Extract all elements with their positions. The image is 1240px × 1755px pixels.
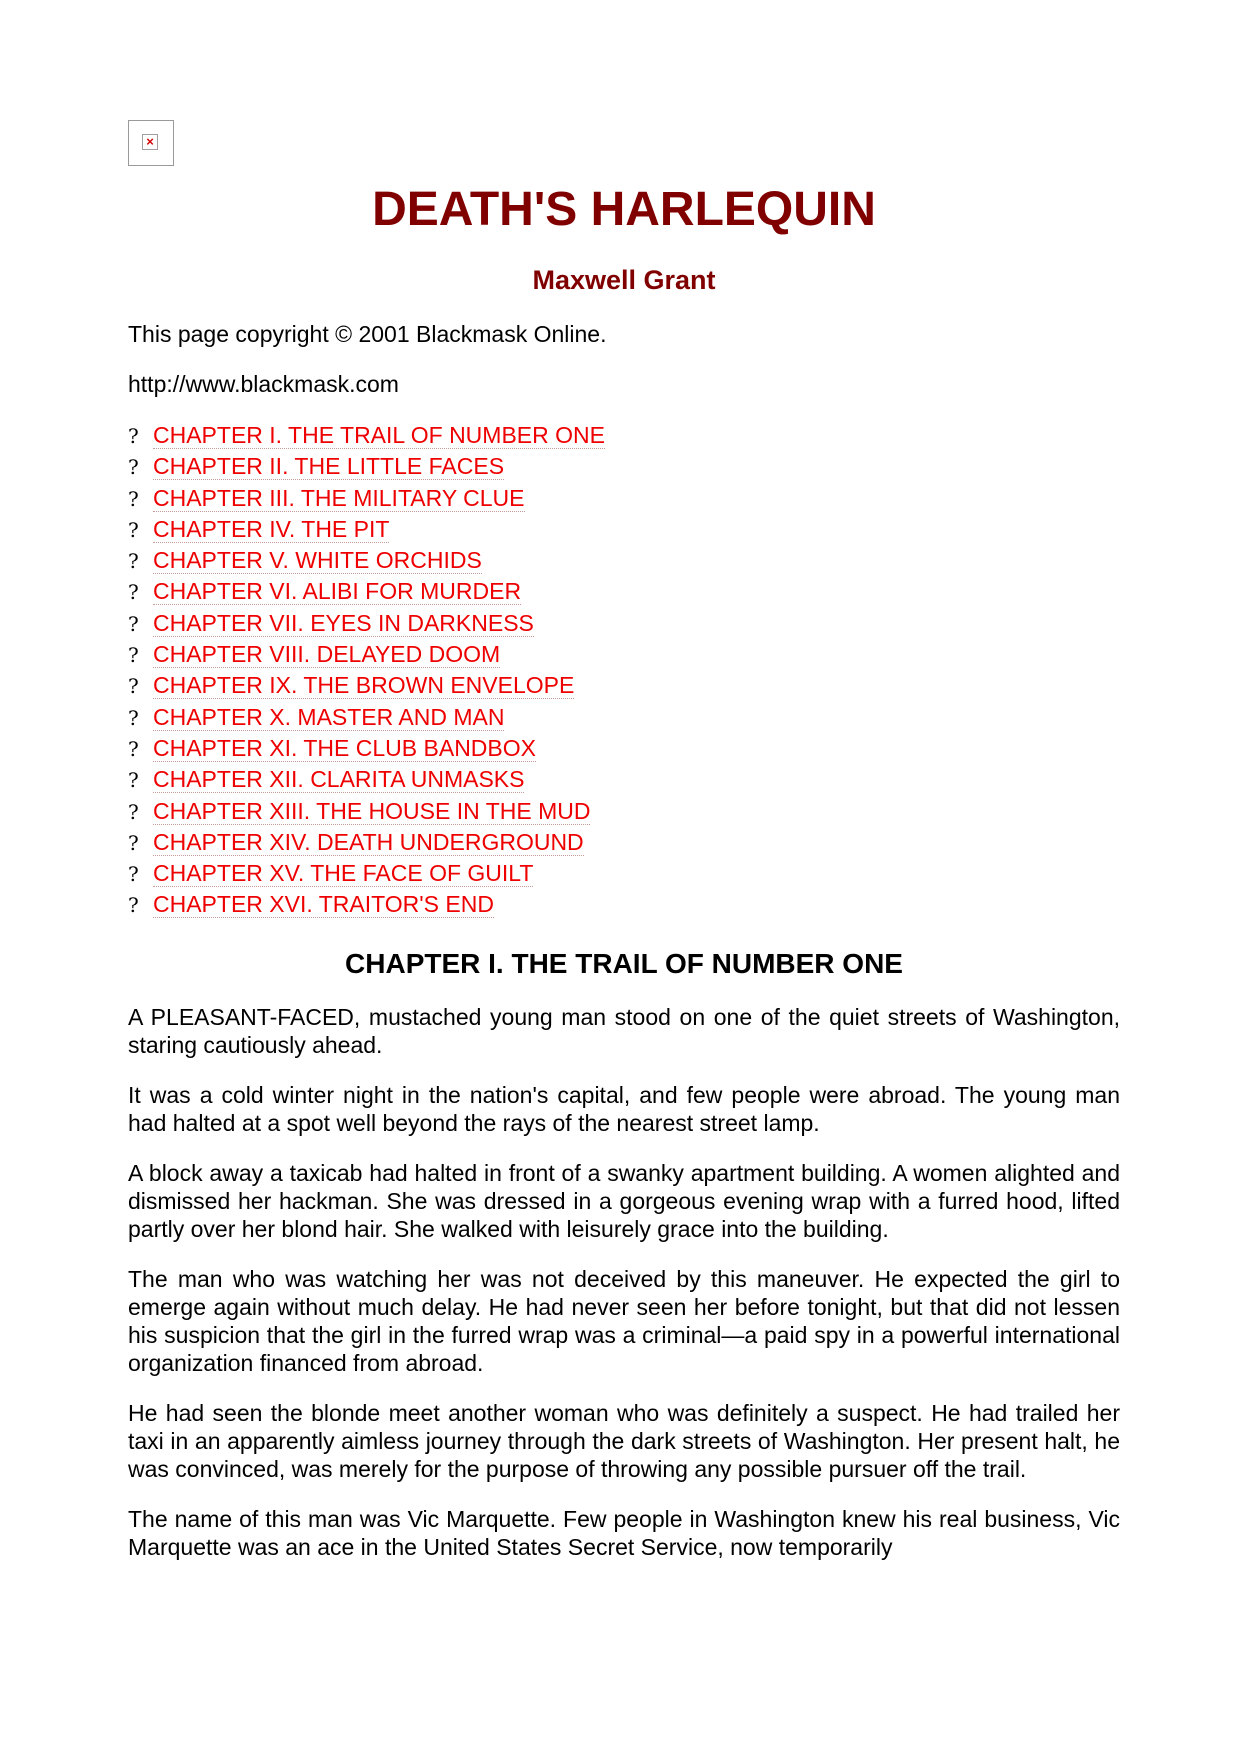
toc-link-chapter-6[interactable]: CHAPTER VI. ALIBI FOR MURDER xyxy=(153,578,522,605)
book-title: DEATH'S HARLEQUIN xyxy=(372,183,876,236)
paragraph: The man who was watching her was not deceived by this maneuver. He expected the girl to emerge again without much delay. He had never seen her before tonight, but that did not lessen his suspicion that the girl in the furred wrap was a criminal—a paid spy in a powerful international organization financed from abroad. xyxy=(128,1265,1120,1376)
toc-item xyxy=(128,483,1120,514)
bullet-glyph: ? xyxy=(128,517,139,542)
toc-item xyxy=(128,702,1120,733)
toc-link-chapter-9[interactable]: CHAPTER IX. THE BROWN ENVELOPE xyxy=(153,672,575,699)
bullet-glyph: ? xyxy=(128,486,139,511)
bullet-glyph: ? xyxy=(128,549,139,574)
paragraph: He had seen the blonde meet another woman who was definitely a suspect. He had trailed her taxi in an apparently aimless journey through the dark streets of Washington. Her present halt, he was convinced, was merely for the purpose of throwing any possible pursuer off the trail. xyxy=(128,1399,1120,1482)
toc-link-chapter-1[interactable]: CHAPTER I. THE TRAIL OF NUMBER ONE xyxy=(153,422,605,448)
red-x-icon: × xyxy=(142,134,158,150)
book-author: Maxwell Grant xyxy=(532,265,716,295)
table-of-contents xyxy=(128,420,1120,921)
bullet-glyph: ? xyxy=(128,674,139,699)
toc-item xyxy=(128,639,1120,670)
toc-item xyxy=(128,608,1120,639)
toc-link-chapter-5[interactable]: CHAPTER V. WHITE ORCHIDS xyxy=(153,547,482,574)
toc-item xyxy=(128,420,1120,451)
chapter-heading: CHAPTER I. THE TRAIL OF NUMBER ONE xyxy=(345,947,903,979)
chapter-body xyxy=(128,1003,1120,1561)
toc-item xyxy=(128,733,1120,764)
bullet-glyph: ? xyxy=(128,705,139,730)
paragraph: It was a cold winter night in the nation's capital, and few people were abroad. The young man had halted at a spot well beyond the rays of the nearest street lamp. xyxy=(128,1081,1120,1136)
bullet-glyph: ? xyxy=(128,799,139,824)
toc-link-chapter-8[interactable]: CHAPTER VIII. DELAYED DOOM xyxy=(153,641,501,668)
bullet-glyph: ? xyxy=(128,768,139,793)
toc-item xyxy=(128,514,1120,545)
bullet-glyph: ? xyxy=(128,736,139,761)
bullet-glyph: ? xyxy=(128,862,139,887)
paragraph: The name of this man was Vic Marquette. Few people in Washington knew his real business, Vic Marquette was an ace in the United States Secret Service, now temporarily xyxy=(128,1505,1120,1560)
toc-link-chapter-15[interactable]: CHAPTER XV. THE FACE OF GUILT xyxy=(153,860,534,887)
toc-item xyxy=(128,858,1120,889)
toc-link-chapter-12[interactable]: CHAPTER XII. CLARITA UNMASKS xyxy=(153,766,525,793)
toc-item xyxy=(128,764,1120,795)
toc-item xyxy=(128,889,1120,920)
document-page xyxy=(128,120,1120,1561)
copyright-notice: This page copyright © 2001 Blackmask Online. xyxy=(128,321,607,347)
toc-item xyxy=(128,545,1120,576)
toc-link-chapter-13[interactable]: CHAPTER XIII. THE HOUSE IN THE MUD xyxy=(153,797,591,824)
toc-link-chapter-16[interactable]: CHAPTER XVI. TRAITOR'S END xyxy=(153,891,494,918)
broken-image-icon xyxy=(128,120,174,166)
bullet-glyph: ? xyxy=(128,580,139,605)
bullet-glyph: ? xyxy=(128,830,139,855)
bullet-glyph: ? xyxy=(128,424,139,448)
toc-link-chapter-3[interactable]: CHAPTER III. THE MILITARY CLUE xyxy=(153,484,525,511)
toc-link-chapter-11[interactable]: CHAPTER XI. THE CLUB BANDBOX xyxy=(153,734,536,761)
bullet-glyph: ? xyxy=(128,893,139,918)
toc-item xyxy=(128,827,1120,858)
toc-link-chapter-7[interactable]: CHAPTER VII. EYES IN DARKNESS xyxy=(153,609,534,636)
bullet-glyph: ? xyxy=(128,643,139,668)
paragraph: A PLEASANT-FACED, mustached young man stood on one of the quiet streets of Washington, staring cautiously ahead. xyxy=(128,1003,1120,1058)
toc-link-chapter-2[interactable]: CHAPTER II. THE LITTLE FACES xyxy=(153,453,505,480)
paragraph: A block away a taxicab had halted in front of a swanky apartment building. A women alighted and dismissed her hackman. She was dressed in a gorgeous evening wrap with a furred hood, lifted partly over her blond hair. She walked with leisurely grace into the building. xyxy=(128,1159,1120,1242)
toc-link-chapter-14[interactable]: CHAPTER XIV. DEATH UNDERGROUND xyxy=(153,828,584,855)
bullet-glyph: ? xyxy=(128,611,139,636)
toc-item xyxy=(128,576,1120,607)
toc-item xyxy=(128,670,1120,701)
website-url: http://www.blackmask.com xyxy=(128,371,399,397)
toc-item xyxy=(128,451,1120,482)
bullet-glyph: ? xyxy=(128,455,139,480)
toc-link-chapter-10[interactable]: CHAPTER X. MASTER AND MAN xyxy=(153,703,505,730)
toc-link-chapter-4[interactable]: CHAPTER IV. THE PIT xyxy=(153,515,390,542)
toc-item xyxy=(128,796,1120,827)
